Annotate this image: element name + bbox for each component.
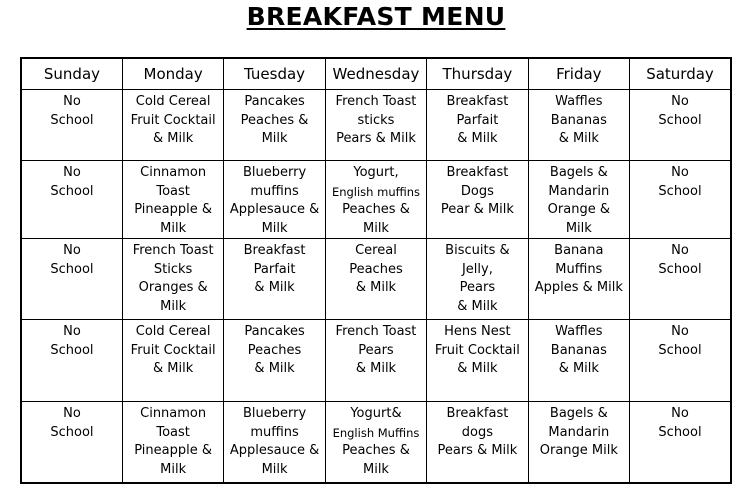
menu-cell-sunday	[21, 320, 122, 402]
menu-line: Cold Cereal	[135, 324, 211, 339]
menu-line: No	[63, 324, 81, 339]
menu-line: Toast	[156, 183, 190, 199]
menu-cell-saturday	[630, 90, 731, 161]
menu-line: Applesauce &	[229, 443, 320, 458]
menu-line: French Toast	[132, 243, 214, 258]
menu-line: Peaches	[349, 261, 403, 277]
menu-cell-friday	[528, 161, 629, 239]
menu-line: Muffins	[555, 261, 603, 277]
menu-cell-wednesday	[325, 161, 426, 239]
menu-line: Fruit Cocktail	[130, 342, 216, 358]
menu-line: & Milk	[457, 361, 498, 376]
menu-line: No	[671, 243, 689, 258]
day-header-tuesday: Tuesday	[224, 58, 325, 90]
menu-line: Pears	[459, 280, 496, 295]
menu-line: Breakfast	[243, 243, 306, 258]
menu-line: Sticks	[153, 261, 193, 277]
menu-line: & Milk	[457, 131, 498, 146]
menu-line: Peaches &	[342, 443, 410, 458]
menu-line: Bananas	[550, 342, 607, 358]
menu-line: Waffles	[555, 94, 603, 109]
menu-line: Yogurt&	[350, 406, 402, 421]
menu-line: & Milk	[355, 280, 397, 295]
menu-line: School	[50, 424, 94, 440]
menu-line: Mandarin	[548, 424, 610, 440]
menu-line: Pineapple &	[134, 202, 213, 217]
menu-line: Milk	[160, 461, 187, 477]
menu-line: Yogurt,	[353, 165, 399, 180]
menu-cell-sunday	[21, 90, 122, 161]
menu-line: sticks	[357, 112, 395, 128]
menu-line: School	[658, 424, 702, 440]
menu-line: Breakfast	[446, 94, 509, 109]
menu-line: School	[658, 183, 702, 199]
week-row	[21, 239, 731, 320]
menu-cell-saturday	[630, 320, 731, 402]
menu-line: & Milk	[457, 298, 498, 314]
menu-line: No	[671, 324, 689, 339]
week-row	[21, 90, 731, 161]
menu-line: No	[63, 406, 81, 421]
menu-cell-tuesday	[224, 320, 325, 402]
menu-line: Milk	[261, 131, 288, 146]
menu-cell-tuesday	[224, 90, 325, 161]
day-header-row	[21, 58, 731, 90]
menu-line: French Toast	[335, 324, 417, 339]
menu-cell-friday	[528, 90, 629, 161]
menu-cell-monday	[122, 239, 223, 320]
menu-cell-wednesday	[325, 402, 426, 484]
menu-line: Applesauce &	[229, 202, 320, 217]
menu-line: English Muffins	[332, 425, 420, 440]
menu-line: Cinnamon	[140, 165, 207, 180]
menu-line: Apples & Milk	[534, 280, 623, 295]
menu-cell-tuesday	[224, 161, 325, 239]
menu-line: Cereal	[355, 243, 397, 258]
menu-line: Banana	[554, 243, 604, 258]
menu-cell-tuesday	[224, 239, 325, 320]
day-header-friday: Friday	[528, 58, 629, 90]
menu-line: & Milk	[558, 131, 599, 146]
menu-cell-thursday	[427, 320, 528, 402]
menu-cell-wednesday	[325, 320, 426, 402]
week-row	[21, 161, 731, 239]
menu-line: Breakfast	[446, 165, 509, 180]
menu-line: Peaches &	[342, 202, 410, 217]
menu-line: No	[63, 243, 81, 258]
menu-line: Orange Milk	[539, 443, 618, 458]
menu-line: Hens Nest	[444, 324, 511, 339]
menu-line: Toast	[156, 424, 190, 440]
menu-cell-wednesday	[325, 90, 426, 161]
menu-line: Milk	[362, 220, 389, 236]
menu-line: & Milk	[153, 361, 194, 376]
menu-line: Cold Cereal	[135, 94, 211, 109]
menu-line: Mandarin	[548, 183, 610, 199]
week-row	[21, 320, 731, 402]
menu-line: Peaches	[247, 342, 302, 358]
menu-cell-sunday	[21, 161, 122, 239]
menu-cell-thursday	[427, 239, 528, 320]
menu-line: & Milk	[254, 280, 295, 295]
menu-cell-sunday	[21, 239, 122, 320]
menu-line: Milk	[261, 220, 288, 236]
menu-line: dogs	[461, 424, 494, 440]
menu-line: & Milk	[558, 361, 599, 376]
menu-cell-thursday	[427, 161, 528, 239]
menu-line: English muffins	[331, 184, 421, 199]
menu-line: Dogs	[460, 183, 494, 199]
menu-line: No	[63, 94, 81, 109]
day-header-thursday: Thursday	[427, 58, 528, 90]
menu-line: School	[658, 261, 702, 277]
menu-line: Blueberry	[242, 165, 307, 180]
menu-cell-thursday	[427, 90, 528, 161]
menu-cell-sunday	[21, 402, 122, 484]
menu-line: School	[50, 261, 94, 277]
menu-cell-tuesday	[224, 402, 325, 484]
menu-cell-monday	[122, 90, 223, 161]
menu-line: Milk	[362, 461, 389, 477]
menu-line: Pears	[358, 342, 394, 358]
menu-line: No	[63, 165, 81, 180]
menu-line: muffins	[250, 183, 299, 199]
day-header-monday: Monday	[122, 58, 223, 90]
menu-line: Blueberry	[242, 406, 307, 421]
menu-line: Oranges &	[138, 280, 208, 295]
menu-line: Orange &	[547, 202, 610, 217]
week-row	[21, 402, 731, 484]
menu-line: School	[50, 112, 94, 128]
menu-line: No	[671, 406, 689, 421]
menu-line: Bagels &	[549, 406, 608, 421]
menu-line: French Toast	[335, 94, 417, 109]
menu-line: Pancakes	[244, 324, 305, 339]
menu-line: Pears & Milk	[437, 443, 518, 458]
menu-cell-thursday	[427, 402, 528, 484]
menu-line: Bagels &	[549, 165, 608, 180]
menu-line: Breakfast	[446, 406, 509, 421]
menu-line: Milk	[565, 220, 592, 236]
day-header-wednesday: Wednesday	[325, 58, 426, 90]
menu-title: BREAKFAST MENU	[246, 2, 506, 31]
menu-cell-saturday	[630, 239, 731, 320]
menu-line: Biscuits &	[445, 243, 510, 258]
menu-line: Pineapple &	[134, 443, 213, 458]
menu-line: Pancakes	[244, 94, 305, 109]
menu-line: Pears & Milk	[336, 131, 416, 146]
menu-line: No	[671, 94, 689, 109]
menu-cell-wednesday	[325, 239, 426, 320]
breakfast-menu-table	[20, 57, 732, 484]
menu-line: School	[658, 112, 702, 128]
day-header-saturday: Saturday	[630, 58, 731, 90]
menu-line: School	[658, 342, 702, 358]
menu-line: Milk	[160, 298, 187, 314]
menu-cell-friday	[528, 239, 629, 320]
menu-line: Fruit Cocktail	[130, 112, 216, 128]
menu-line: School	[50, 342, 94, 358]
menu-cell-saturday	[630, 161, 731, 239]
menu-cell-monday	[122, 402, 223, 484]
menu-line: Jelly,	[461, 261, 493, 277]
menu-line: Peaches &	[240, 112, 309, 128]
menu-line: Fruit Cocktail	[434, 342, 520, 358]
menu-cell-saturday	[630, 402, 731, 484]
menu-cell-monday	[122, 320, 223, 402]
menu-line: Waffles	[555, 324, 603, 339]
menu-cell-friday	[528, 320, 629, 402]
menu-line: Pear & Milk	[440, 202, 514, 217]
menu-line: & Milk	[254, 361, 295, 376]
menu-line: Bananas	[550, 112, 607, 128]
menu-line: muffins	[250, 424, 299, 440]
menu-line: Milk	[160, 220, 187, 236]
menu-line: Parfait	[253, 261, 296, 277]
menu-line: No	[671, 165, 689, 180]
menu-cell-friday	[528, 402, 629, 484]
day-header-sunday: Sunday	[21, 58, 122, 90]
menu-cell-monday	[122, 161, 223, 239]
menu-line: & Milk	[355, 361, 397, 376]
menu-line: School	[50, 183, 94, 199]
menu-line: Cinnamon	[140, 406, 207, 421]
menu-line: Milk	[261, 461, 288, 477]
menu-line: & Milk	[153, 131, 194, 146]
menu-line: Parfait	[456, 112, 499, 128]
